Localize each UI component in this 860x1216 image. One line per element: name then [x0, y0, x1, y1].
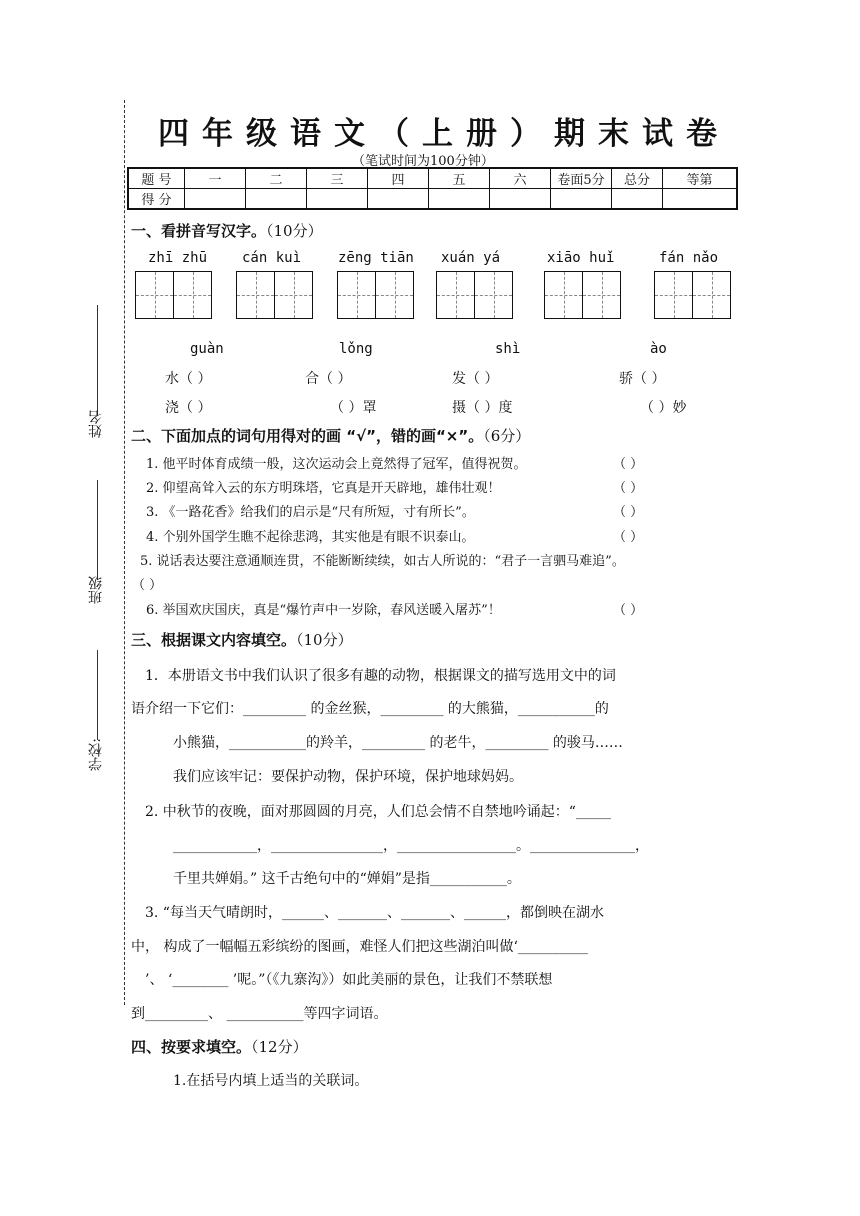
- section4-heading: [131, 1036, 308, 1057]
- poly-word-fill[interactable]: 合（ ）: [305, 371, 352, 387]
- tian-grid-box[interactable]: [337, 271, 414, 319]
- fill-paragraph-line[interactable]: 语介绍一下它们：_________ 的金丝猴，_________ 的大熊猫，___________的: [131, 701, 609, 717]
- poly-word-fill[interactable]: （ ）妙: [640, 400, 687, 416]
- fill-paragraph-line[interactable]: 中， 构成了一幅幅五彩缤纷的图画，难怪人们把这些湖泊叫做‘__________: [131, 939, 588, 955]
- judge-item: 1. 他平时体育成绩一般，这次运动会上竟然得了冠军，值得祝贺。: [146, 457, 527, 472]
- name-underline: [97, 305, 98, 415]
- score-cell[interactable]: [368, 189, 429, 210]
- tian-grid-box[interactable]: [544, 271, 621, 319]
- fill-paragraph-line[interactable]: ____________，________________，_________________。_______________，: [173, 838, 649, 854]
- poly-word-fill[interactable]: 骄（ ）: [619, 371, 666, 387]
- score-row-label: 得 分: [128, 189, 185, 210]
- pinyin-label: zhī zhū: [148, 250, 208, 266]
- score-header-cell: 一: [185, 168, 246, 189]
- poly-pinyin: lǒng: [339, 341, 373, 357]
- score-header-cell: 六: [490, 168, 551, 189]
- judge-item: 5. 说话表达要注意通顺连贯，不能断断续续，如古人所说的：“君子一言驷马难追”。: [140, 554, 625, 569]
- section2-heading: [131, 425, 530, 446]
- score-cell[interactable]: [663, 189, 738, 210]
- judge-answer-blank[interactable]: （ ）: [613, 481, 644, 496]
- poly-word-fill[interactable]: 水（ ）: [165, 371, 212, 387]
- score-cell[interactable]: [551, 189, 612, 210]
- tian-grid-box[interactable]: [236, 271, 313, 319]
- score-cell[interactable]: [307, 189, 368, 210]
- score-cell[interactable]: [490, 189, 551, 210]
- pinyin-label: xuán yá: [441, 250, 501, 266]
- judge-item: 6. 举国欢庆国庆，真是“爆竹声中一岁除，春风送暖入屠苏”！: [146, 603, 501, 618]
- section3-points: （10分）: [296, 631, 353, 649]
- score-cell[interactable]: [612, 189, 663, 210]
- class-underline: [97, 480, 98, 580]
- fill-paragraph-line[interactable]: 3. “每当天气晴朗时，______、_______、_______、______，都倒映在湖水: [145, 905, 604, 921]
- page-title: 四年级语文（上册）期末试卷: [158, 116, 730, 152]
- score-table-score-row: [128, 189, 737, 210]
- section1-heading: [131, 220, 323, 241]
- pinyin-label: xiāo huǐ: [547, 250, 615, 266]
- poly-word-fill[interactable]: （ ）罩: [330, 400, 377, 416]
- pinyin-label: fán nǎo: [659, 250, 719, 266]
- class-label: 班级: [88, 576, 104, 604]
- score-cell[interactable]: [185, 189, 246, 210]
- section3-heading: [131, 629, 353, 650]
- fill-paragraph-line[interactable]: 千里共婵娟。” 这千古绝句中的“婵娟”是指___________。: [173, 871, 521, 887]
- fill-paragraph-line: 我们应该牢记：要保护动物，保护环境，保护地球妈妈。: [173, 769, 523, 785]
- binding-dashed-line: [124, 100, 125, 1005]
- section2-heading-text: 二、下面加点的词句用得对的画 “√”，错的画“×”。: [131, 427, 484, 445]
- judge-answer-blank[interactable]: （ ）: [613, 505, 644, 520]
- judge-answer-blank[interactable]: （ ）: [132, 578, 163, 593]
- fill-paragraph-line: 1．本册语文书中我们认识了很多有趣的动物，根据课文的描写选用文中的词: [145, 668, 616, 684]
- score-table-header-row: [128, 168, 737, 189]
- section1-heading-text: 一、看拼音写汉字。: [131, 222, 267, 240]
- section3-heading-text: 三、根据课文内容填空。: [131, 631, 297, 649]
- pinyin-label: zēng tiān: [338, 250, 414, 266]
- judge-item: 3. 《一路花香》给我们的启示是“尺有所短，寸有所长”。: [146, 505, 475, 520]
- fill-paragraph-line[interactable]: 2. 中秋节的夜晚，面对那圆圆的月亮，人们总会情不自禁地吟诵起：“_____: [145, 804, 611, 820]
- school-underline: [97, 650, 98, 740]
- section2-points: （6分）: [483, 427, 531, 445]
- score-table: [127, 167, 738, 210]
- fill-paragraph-line[interactable]: 小熊猫，___________的羚羊，_________ 的老牛，_________ 的骏马……: [173, 735, 623, 751]
- fill-paragraph-line[interactable]: 到_________、 ___________等四字词语。: [131, 1006, 388, 1022]
- section4-item: 1.在括号内填上适当的关联词。: [173, 1073, 369, 1089]
- pinyin-label: cán kuì: [242, 250, 302, 266]
- score-header-cell: 四: [368, 168, 429, 189]
- section4-heading-text: 四、按要求填空。: [131, 1038, 252, 1056]
- score-header-cell: 二: [246, 168, 307, 189]
- judge-answer-blank[interactable]: （ ）: [613, 603, 644, 618]
- score-header-cell: 等第: [663, 168, 738, 189]
- score-header-cell: 总分: [612, 168, 663, 189]
- judge-item: 4. 个别外国学生瞧不起徐悲鸿，其实他是有眼不识泰山。: [146, 530, 475, 545]
- judge-answer-blank[interactable]: （ ）: [613, 530, 644, 545]
- score-header-cell: 题 号: [128, 168, 185, 189]
- name-label: 姓名: [88, 410, 104, 438]
- tian-grid-box[interactable]: [436, 271, 513, 319]
- score-cell[interactable]: [246, 189, 307, 210]
- score-header-cell: 三: [307, 168, 368, 189]
- judge-item: 2. 仰望高耸入云的东方明珠塔，它真是开天辟地，雄伟壮观！: [146, 481, 501, 496]
- section1-points: （10分）: [266, 222, 323, 240]
- page-subtitle: （笔试时间为100分钟）: [352, 154, 494, 169]
- poly-pinyin: shì: [495, 341, 521, 357]
- score-header-cell: 卷面5分: [551, 168, 612, 189]
- judge-answer-blank[interactable]: （ ）: [613, 457, 644, 472]
- poly-word-fill[interactable]: 发（ ）: [452, 371, 499, 387]
- section4-points: （12分）: [251, 1038, 308, 1056]
- poly-word-fill[interactable]: 摄（ ）度: [452, 400, 513, 416]
- poly-pinyin: guàn: [190, 341, 224, 357]
- poly-word-fill[interactable]: 浇（ ）: [165, 400, 212, 416]
- poly-pinyin: ào: [650, 341, 667, 357]
- score-cell[interactable]: [429, 189, 490, 210]
- score-header-cell: 五: [429, 168, 490, 189]
- school-label: 学校:: [88, 738, 104, 771]
- tian-grid-box[interactable]: [135, 271, 212, 319]
- tian-grid-box[interactable]: [654, 271, 731, 319]
- fill-paragraph-line[interactable]: ’、 ‘________ ’呢。”（《九寨沟》）如此美丽的景色，让我们不禁联想: [145, 972, 553, 988]
